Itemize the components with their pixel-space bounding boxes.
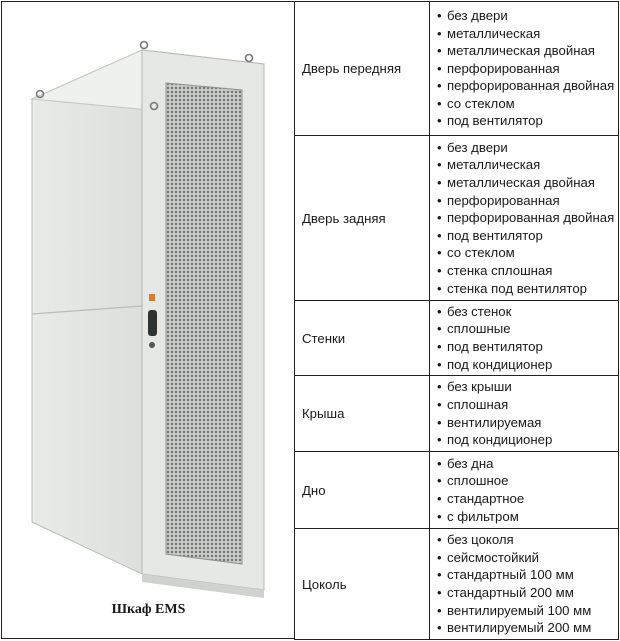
list-item: • сплошные (437, 320, 618, 338)
table-row (295, 301, 619, 376)
list-item: • без дна (437, 455, 618, 473)
row-label: Дверь передняя (295, 2, 430, 136)
list-item: • стенка сплошная (437, 262, 618, 280)
lock-badge (149, 294, 155, 301)
list-item: • сплошная (437, 396, 618, 414)
list-item: • без двери (437, 139, 618, 157)
row-label: Крыша (295, 376, 430, 452)
table-row (295, 529, 619, 640)
row-label: Стенки (295, 301, 430, 376)
list-item: • под кондиционер (437, 431, 618, 449)
row-options (430, 136, 619, 301)
eyebolt-icon (246, 55, 253, 62)
list-item: • металлическая (437, 25, 618, 43)
options-table (294, 1, 619, 640)
list-item: • под вентилятор (437, 112, 618, 130)
list-item: • под вентилятор (437, 338, 618, 356)
list-item: • сплошное (437, 472, 618, 490)
list-item: • без двери (437, 7, 618, 25)
row-options (430, 529, 619, 640)
list-item: • без крыши (437, 378, 618, 396)
eyebolt-icon (141, 42, 148, 49)
table-row (295, 136, 619, 301)
list-item: • стенка под вентилятор (437, 280, 618, 298)
list-item: • стандартный 200 мм (437, 584, 618, 602)
list-item: • металлическая (437, 156, 618, 174)
list-item: • перфорированная двойная (437, 209, 618, 227)
row-label: Цоколь (295, 529, 430, 640)
row-options (430, 2, 619, 136)
list-item: • металлическая двойная (437, 174, 618, 192)
row-options (430, 376, 619, 452)
list-item: • без стенок (437, 303, 618, 321)
row-label: Дно (295, 452, 430, 529)
list-item: • вентилируемый 200 мм (437, 619, 618, 637)
list-item: • вентилируемая (437, 414, 618, 432)
list-item: • под кондиционер (437, 356, 618, 374)
list-item: • перфорированная двойная (437, 77, 618, 95)
row-label: Дверь задняя (295, 136, 430, 301)
list-item: • со стеклом (437, 244, 618, 262)
cabinet-image (2, 2, 295, 640)
list-item: • стандартное (437, 490, 618, 508)
list-item: • металлическая двойная (437, 42, 618, 60)
table-row (295, 452, 619, 529)
table-row (295, 2, 619, 136)
list-item: • со стеклом (437, 95, 618, 113)
list-item: • стандартный 100 мм (437, 566, 618, 584)
list-item: • сейсмостойкий (437, 549, 618, 567)
door-lock (149, 342, 155, 348)
list-item: • вентилируемый 100 мм (437, 602, 618, 620)
perforated-door (166, 83, 242, 564)
product-caption: Шкаф EMS (111, 602, 186, 617)
list-item: • перфорированная (437, 192, 618, 210)
list-item: • под вентилятор (437, 227, 618, 245)
list-item: • без цоколя (437, 531, 618, 549)
row-options (430, 452, 619, 529)
list-item: • перфорированная (437, 60, 618, 78)
list-item: • с фильтром (437, 508, 618, 526)
cabinet-side-panel (32, 50, 142, 574)
table-row (295, 376, 619, 452)
door-handle (148, 310, 157, 336)
row-options (430, 301, 619, 376)
product-image-panel (1, 1, 294, 639)
